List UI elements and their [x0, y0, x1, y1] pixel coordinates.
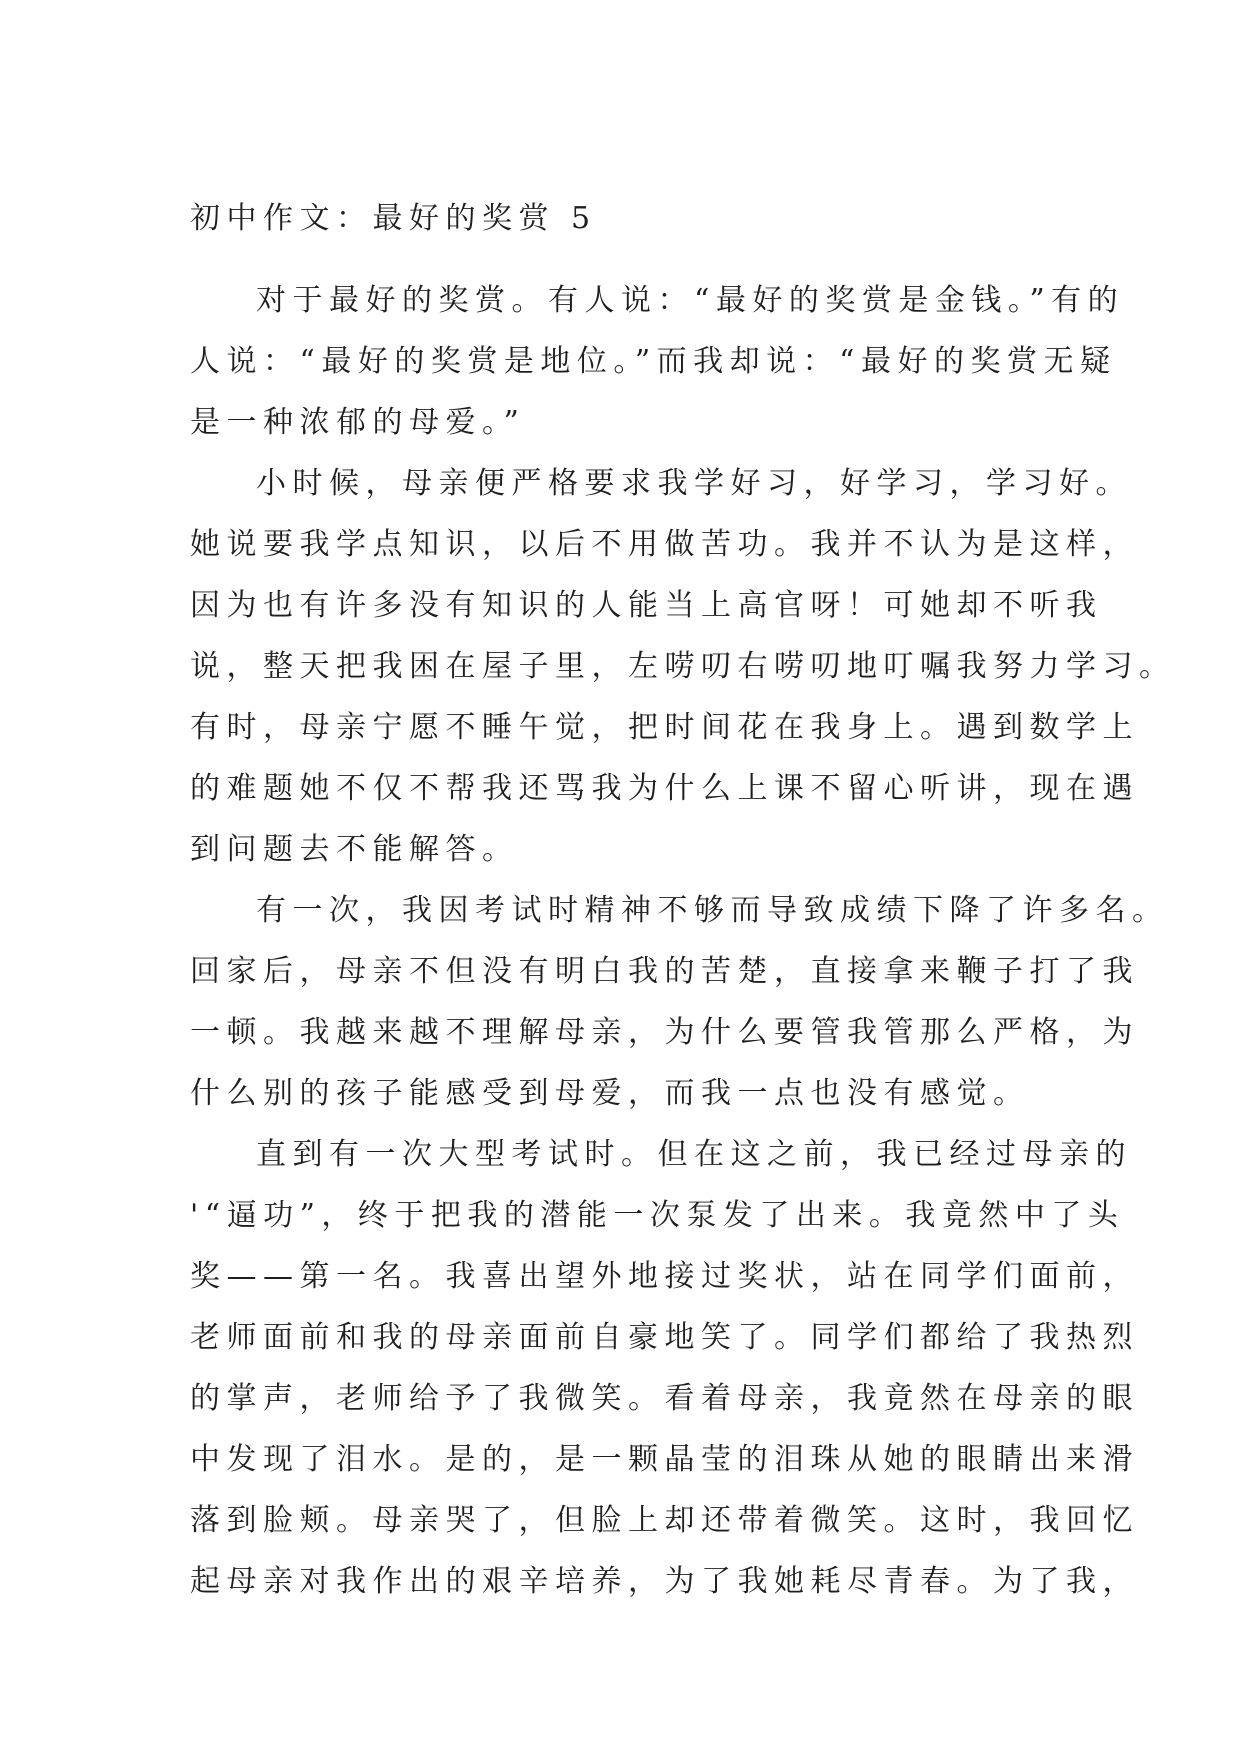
- paragraph-line: 回家后，母亲不但没有明白我的苦楚，直接拿来鞭子打了我: [190, 954, 1139, 989]
- paragraph-line: 老师面前和我的母亲面前自豪地笑了。同学们都给了我热烈: [190, 1320, 1139, 1355]
- paragraph-1: [190, 270, 1125, 453]
- paragraph-line: 有一次，我因考试时精神不够而导致成绩下降了许多名。: [256, 893, 1169, 928]
- document-body: [190, 188, 1176, 1612]
- paragraph-line: 的掌声，老师给予了我微笑。看着母亲，我竟然在母亲的眼: [190, 1381, 1139, 1416]
- paragraph-line: 有时，母亲宁愿不睡午觉，把时间花在我身上。遇到数学上: [190, 710, 1139, 745]
- paragraph-line: 说，整天把我困在屋子里，左唠叨右唠叨地叮嘱我努力学习。: [190, 649, 1176, 684]
- paragraph-line: 的难题她不仅不帮我还骂我为什么上课不留心听讲，现在遇: [190, 771, 1139, 806]
- paragraph-line: 一顿。我越来越不理解母亲，为什么要管我管那么严格，为: [190, 1015, 1139, 1050]
- paragraph-line: '“逼功”，终于把我的潜能一次泵发了出来。我竟然中了头: [190, 1198, 1125, 1233]
- paragraph-4: [190, 1124, 1139, 1612]
- paragraph-line: 奖——第一名。我喜出望外地接过奖状，站在同学们面前，: [190, 1259, 1139, 1294]
- paragraph-line: 小时候，母亲便严格要求我学好习，好学习，学习好。: [256, 466, 1132, 501]
- paragraph-line: 她说要我学点知识，以后不用做苦功。我并不认为是这样，: [190, 527, 1139, 562]
- paragraph-line: 人说：“最好的奖赏是地位。”而我却说：“最好的奖赏无疑: [190, 344, 1117, 379]
- paragraph-line: 中发现了泪水。是的，是一颗晶莹的泪珠从她的眼睛出来滑: [190, 1442, 1139, 1477]
- document-title: 初中作文：最好的奖赏 5: [190, 201, 597, 236]
- paragraph-line: 是一种浓郁的母爱。”: [190, 405, 526, 440]
- paragraph-line: 直到有一次大型考试时。但在这之前，我已经过母亲的: [256, 1137, 1132, 1172]
- paragraph-line: 因为也有许多没有知识的人能当上高官呀！可她却不听我: [190, 588, 1103, 623]
- paragraph-line: 到问题去不能解答。: [190, 832, 519, 867]
- paragraph-line: 对于最好的奖赏。有人说：“最好的奖赏是金钱。”有的: [256, 283, 1125, 318]
- paragraph-2: [190, 453, 1176, 880]
- paragraph-line: 落到脸颊。母亲哭了，但脸上却还带着微笑。这时，我回忆: [190, 1503, 1139, 1538]
- paragraph-3: [190, 880, 1169, 1124]
- paragraph-line: 起母亲对我作出的艰辛培养，为了我她耗尽青春。为了我，: [190, 1564, 1139, 1599]
- paragraph-line: 什么别的孩子能感受到母爱，而我一点也没有感觉。: [190, 1076, 1030, 1111]
